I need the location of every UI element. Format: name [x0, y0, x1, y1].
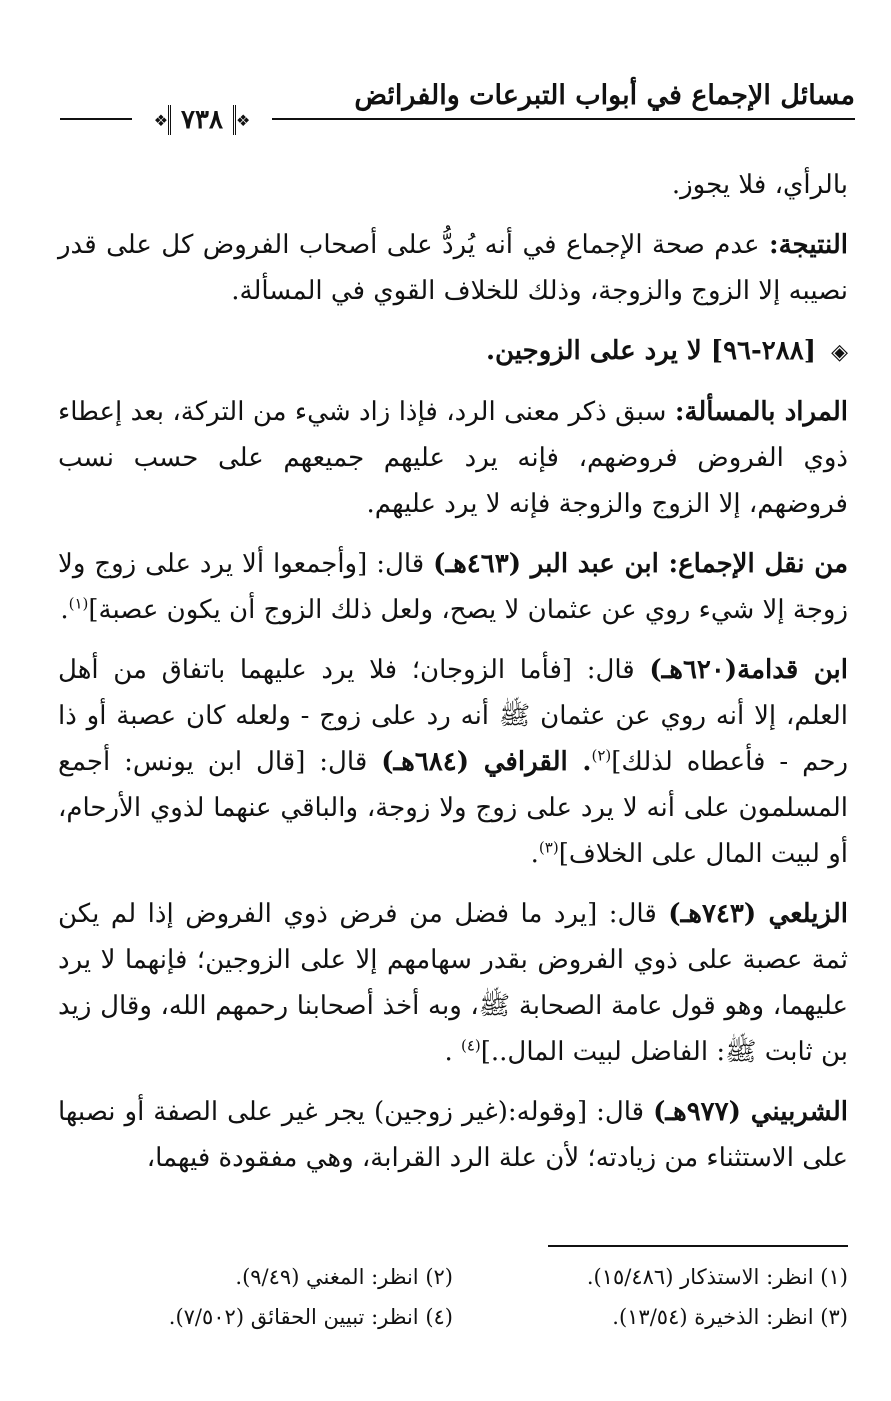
paragraph-text: قال: [يرد ما فضل من فرض ذوي الفروض إذا لم يكن ثمة عصبة على ذوي الفروض بقدر سهامهم إلا على الزوجين؛ فإنهما لا يرد عليهما، وهو قول عامة الصحابة ﷺ، وبه أخذ أصحابنا رحمهم الله، وقال زيد بن ثابت ﷺ: الفاضل لبيت المال..]: [58, 899, 848, 1067]
paragraph: [58, 162, 848, 208]
ornament-icon: ❖: [235, 110, 251, 130]
footnote: (٤) انظر: تبيين الحقائق (٧/٥٠٢).: [168, 1305, 453, 1329]
paragraph-tail: .: [444, 1037, 461, 1067]
footnote-ref: (٢): [591, 746, 612, 765]
paragraph-text: قال: [فأما الزوجان؛ فلا يرد عليهما باتفاق من أهل العلم، إلا أنه روي عن عثمان ﷺ أنه رد على زوج - ولعله كان عصبة أو ذا رحم - فأعطاه لذلك]: [58, 655, 849, 777]
footnote: (٣) انظر: الذخيرة (١٣/٥٤).: [612, 1305, 848, 1329]
page-number: ٧٣٨: [168, 105, 236, 135]
running-title: مسائل الإجماع في أبواب التبرعات والفرائض: [354, 80, 855, 111]
footnote: (٢) انظر: المغني (٩/٤٩).: [235, 1265, 453, 1289]
paragraph-lead: . القرافي (٦٨٤هـ): [381, 747, 592, 777]
main-text: [58, 162, 848, 1195]
paragraph-text: عدم صحة الإجماع في أنه يُردُّ على أصحاب الفروض كل على قدر نصيبه إلا الزوج والزوجة، وذلك للخلاف القوي في المسألة.: [58, 230, 848, 306]
paragraph: [58, 891, 848, 1075]
issue-title: لا يرد على الزوجين.: [485, 336, 702, 366]
paragraph-tail: .: [60, 595, 69, 625]
page-number-ornament: [132, 100, 272, 140]
paragraph-lead: الزيلعي (٧٤٣هـ): [668, 899, 849, 929]
ornament-icon: ❖: [153, 110, 169, 130]
paragraph-lead: ابن قدامة(٦٢٠هـ): [649, 655, 849, 685]
paragraph: [58, 647, 848, 877]
paragraph: [58, 222, 848, 314]
paragraph: [58, 541, 848, 633]
paragraph-text: قال: [وأجمعوا ألا يرد على زوج ولا زوجة إلا شيء روي عن عثمان لا يصح، ولعل ذلك الزوج أن يكون عصبة]: [58, 549, 848, 625]
footnote-rule: [548, 1245, 848, 1247]
paragraph-lead: المراد بالمسألة:: [674, 397, 849, 427]
paragraph-lead: النتيجة:: [769, 230, 849, 260]
footnote-ref: (١): [68, 594, 89, 613]
paragraph-lead: الشربيني (٩٧٧هـ): [653, 1097, 848, 1127]
paragraph-text: قال: [وقوله:(غير زوجين) يجر غير على الصفة أو نصبها على الاستثناء من زيادته؛ لأن علة الرد القرابة، وهي مفقودة فيهما،: [58, 1097, 848, 1173]
issue-heading: [58, 328, 848, 375]
diamond-icon: ◈: [831, 339, 848, 365]
paragraph-lead: من نقل الإجماع: ابن عبد البر (٤٦٣هـ): [433, 549, 848, 579]
footnote: (١) انظر: الاستذكار (١٥/٤٨٦).: [586, 1265, 848, 1289]
paragraph-text: سبق ذكر معنى الرد، فإذا زاد شيء من التركة، بعد إعطاء ذوي الفروض فروضهم، فإنه يرد عليهم جميعهم على حسب نسب فروضهم، إلا الزوج والزوجة فإنه لا يرد عليهم.: [58, 397, 848, 519]
issue-number: [٢٨٨-٩٦]: [710, 336, 817, 366]
page-header: [60, 78, 855, 138]
footnotes: [58, 1262, 848, 1332]
paragraph-tail: .: [530, 839, 539, 869]
paragraph-text: بالرأي، فلا يجوز.: [671, 170, 848, 200]
paragraph: [58, 389, 848, 527]
paragraph-text: قال: [قال ابن يونس: أجمع المسلمون على أنه لا يرد على زوج ولا زوجة، والباقي عنهما لذوي الأرحام، أو لبيت المال على الخلاف]: [58, 747, 848, 869]
footnote-ref: (٣): [538, 838, 559, 857]
paragraph: [58, 1089, 848, 1181]
footnote-ref: (٤): [460, 1036, 481, 1055]
